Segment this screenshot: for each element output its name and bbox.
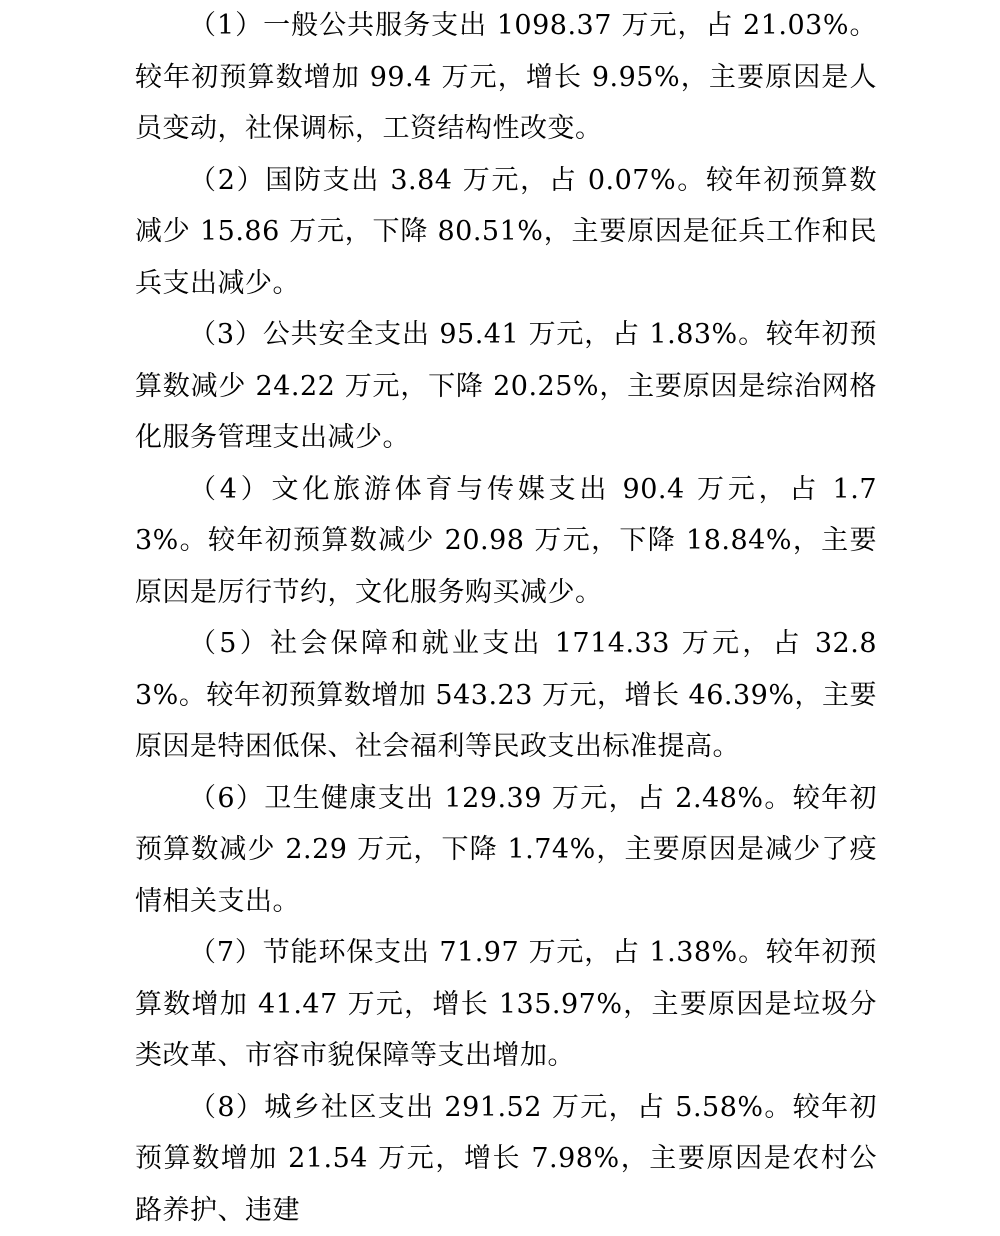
paragraph-national-defense: （2）国防支出 3.84 万元，占 0.07%。较年初预算数减少 15.86 万元，下降 80.51%，主要原因是征兵工作和民兵支出减少。	[135, 155, 877, 310]
paragraph-health: （6）卫生健康支出 129.39 万元，占 2.48%。较年初预算数减少 2.29 万元，下降 1.74%，主要原因是减少了疫情相关支出。	[135, 773, 877, 928]
document-page	[135, 0, 877, 1236]
paragraph-general-public-services: （1）一般公共服务支出 1098.37 万元，占 21.03%。较年初预算数增加 99.4 万元，增长 9.95%，主要原因是人员变动，社保调标，工资结构性改变。	[135, 0, 877, 155]
paragraph-urban-rural-community: （8）城乡社区支出 291.52 万元，占 5.58%。较年初预算数增加 21.54 万元，增长 7.98%，主要原因是农村公路养护、违建	[135, 1082, 877, 1236]
paragraph-culture-tourism-sports-media: （4）文化旅游体育与传媒支出 90.4 万元，占 1.73%。较年初预算数减少 20.98 万元，下降 18.84%，主要原因是厉行节约，文化服务购买减少。	[135, 464, 877, 619]
paragraph-public-security: （3）公共安全支出 95.41 万元，占 1.83%。较年初预算数减少 24.22 万元，下降 20.25%，主要原因是综治网格化服务管理支出减少。	[135, 309, 877, 464]
paragraph-energy-environment: （7）节能环保支出 71.97 万元，占 1.38%。较年初预算数增加 41.47 万元，增长 135.97%，主要原因是垃圾分类改革、市容市貌保障等支出增加。	[135, 927, 877, 1082]
paragraph-social-security-employment: （5）社会保障和就业支出 1714.33 万元，占 32.83%。较年初预算数增加 543.23 万元，增长 46.39%，主要原因是特困低保、社会福利等民政支出标准提高。	[135, 618, 877, 773]
